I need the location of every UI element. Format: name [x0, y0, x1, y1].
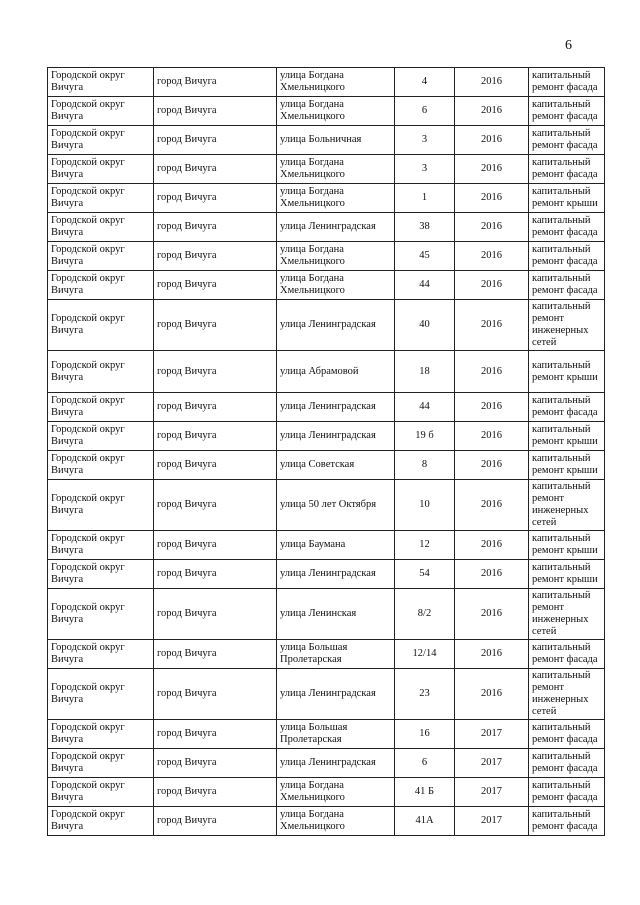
table-row: [48, 531, 605, 560]
city-cell: город Вичуга: [154, 271, 277, 300]
city-cell: город Вичуга: [154, 68, 277, 97]
year-cell: 2016: [455, 126, 529, 155]
street-cell: улица Ленинградская: [277, 213, 395, 242]
work-type-cell: капитальный ремонт фасада: [529, 68, 605, 97]
street-cell: улица Ленинградская: [277, 560, 395, 589]
street-cell: улица Богдана Хмельницкого: [277, 184, 395, 213]
street-cell: улица Советская: [277, 451, 395, 480]
work-type-cell: капитальный ремонт фасада: [529, 97, 605, 126]
house-number-cell: 19 б: [395, 422, 455, 451]
street-cell: улица Ленинградская: [277, 393, 395, 422]
house-number-cell: 6: [395, 749, 455, 778]
table-row: [48, 807, 605, 836]
table-row: [48, 155, 605, 184]
work-type-cell: капитальный ремонт фасада: [529, 155, 605, 184]
table-row: [48, 213, 605, 242]
table-row: [48, 126, 605, 155]
street-cell: улица 50 лет Октября: [277, 480, 395, 531]
year-cell: 2016: [455, 560, 529, 589]
street-cell: улица Богдана Хмельницкого: [277, 68, 395, 97]
year-cell: 2016: [455, 184, 529, 213]
house-number-cell: 3: [395, 155, 455, 184]
city-cell: город Вичуга: [154, 531, 277, 560]
table-row: [48, 749, 605, 778]
table-row: [48, 778, 605, 807]
district-cell: Городской округ Вичуга: [48, 778, 154, 807]
table-row: [48, 271, 605, 300]
house-number-cell: 40: [395, 300, 455, 351]
district-cell: Городской округ Вичуга: [48, 126, 154, 155]
district-cell: Городской округ Вичуга: [48, 807, 154, 836]
table-row: [48, 640, 605, 669]
city-cell: город Вичуга: [154, 640, 277, 669]
city-cell: город Вичуга: [154, 351, 277, 393]
work-type-cell: капитальный ремонт крыши: [529, 560, 605, 589]
year-cell: 2016: [455, 669, 529, 720]
city-cell: город Вичуга: [154, 184, 277, 213]
house-number-cell: 8: [395, 451, 455, 480]
district-cell: Городской округ Вичуга: [48, 640, 154, 669]
work-type-cell: капитальный ремонт фасада: [529, 640, 605, 669]
district-cell: Городской округ Вичуга: [48, 68, 154, 97]
street-cell: улица Ленинградская: [277, 300, 395, 351]
city-cell: город Вичуга: [154, 749, 277, 778]
district-cell: Городской округ Вичуга: [48, 213, 154, 242]
district-cell: Городской округ Вичуга: [48, 271, 154, 300]
house-number-cell: 41А: [395, 807, 455, 836]
year-cell: 2016: [455, 300, 529, 351]
table-row: [48, 184, 605, 213]
city-cell: город Вичуга: [154, 300, 277, 351]
year-cell: 2017: [455, 807, 529, 836]
work-type-cell: капитальный ремонт инженерных сетей: [529, 669, 605, 720]
city-cell: город Вичуга: [154, 155, 277, 184]
year-cell: 2016: [455, 97, 529, 126]
district-cell: Городской округ Вичуга: [48, 749, 154, 778]
table-row: [48, 589, 605, 640]
work-type-cell: капитальный ремонт крыши: [529, 351, 605, 393]
district-cell: Городской округ Вичуга: [48, 393, 154, 422]
work-type-cell: капитальный ремонт фасада: [529, 778, 605, 807]
table-row: [48, 68, 605, 97]
year-cell: 2016: [455, 480, 529, 531]
house-number-cell: 45: [395, 242, 455, 271]
work-type-cell: капитальный ремонт крыши: [529, 531, 605, 560]
city-cell: город Вичуга: [154, 669, 277, 720]
city-cell: город Вичуга: [154, 720, 277, 749]
district-cell: Городской округ Вичуга: [48, 720, 154, 749]
street-cell: улица Богдана Хмельницкого: [277, 778, 395, 807]
work-type-cell: капитальный ремонт крыши: [529, 422, 605, 451]
table-row: [48, 720, 605, 749]
district-cell: Городской округ Вичуга: [48, 155, 154, 184]
street-cell: улица Баумана: [277, 531, 395, 560]
district-cell: Городской округ Вичуга: [48, 669, 154, 720]
city-cell: город Вичуга: [154, 242, 277, 271]
table-row: [48, 451, 605, 480]
year-cell: 2016: [455, 155, 529, 184]
district-cell: Городской округ Вичуга: [48, 560, 154, 589]
district-cell: Городской округ Вичуга: [48, 451, 154, 480]
district-cell: Городской округ Вичуга: [48, 242, 154, 271]
house-number-cell: 16: [395, 720, 455, 749]
house-number-cell: 3: [395, 126, 455, 155]
house-number-cell: 44: [395, 271, 455, 300]
year-cell: 2016: [455, 213, 529, 242]
house-number-cell: 41 Б: [395, 778, 455, 807]
city-cell: город Вичуга: [154, 778, 277, 807]
district-cell: Городской округ Вичуга: [48, 480, 154, 531]
table-row: [48, 97, 605, 126]
city-cell: город Вичуга: [154, 807, 277, 836]
district-cell: Городской округ Вичуга: [48, 422, 154, 451]
street-cell: улица Больничная: [277, 126, 395, 155]
table-row: [48, 560, 605, 589]
district-cell: Городской округ Вичуга: [48, 351, 154, 393]
work-type-cell: капитальный ремонт фасада: [529, 242, 605, 271]
city-cell: город Вичуга: [154, 213, 277, 242]
district-cell: Городской округ Вичуга: [48, 531, 154, 560]
street-cell: улица Богдана Хмельницкого: [277, 271, 395, 300]
city-cell: город Вичуга: [154, 560, 277, 589]
house-number-cell: 6: [395, 97, 455, 126]
year-cell: 2017: [455, 749, 529, 778]
street-cell: улица Богдана Хмельницкого: [277, 97, 395, 126]
street-cell: улица Большая Пролетарская: [277, 720, 395, 749]
year-cell: 2017: [455, 778, 529, 807]
street-cell: улица Ленинградская: [277, 422, 395, 451]
work-type-cell: капитальный ремонт фасада: [529, 720, 605, 749]
table-row: [48, 480, 605, 531]
street-cell: улица Ленинская: [277, 589, 395, 640]
work-type-cell: капитальный ремонт инженерных сетей: [529, 589, 605, 640]
work-type-cell: капитальный ремонт крыши: [529, 451, 605, 480]
table-row: [48, 242, 605, 271]
street-cell: улица Богдана Хмельницкого: [277, 155, 395, 184]
district-cell: Городской округ Вичуга: [48, 97, 154, 126]
housing-repair-table: [47, 67, 605, 836]
work-type-cell: капитальный ремонт фасада: [529, 126, 605, 155]
house-number-cell: 10: [395, 480, 455, 531]
page-number: 6: [565, 38, 572, 53]
street-cell: улица Богдана Хмельницкого: [277, 807, 395, 836]
house-number-cell: 12: [395, 531, 455, 560]
work-type-cell: капитальный ремонт крыши: [529, 184, 605, 213]
city-cell: город Вичуга: [154, 589, 277, 640]
work-type-cell: капитальный ремонт фасада: [529, 807, 605, 836]
house-number-cell: 54: [395, 560, 455, 589]
street-cell: улица Абрамовой: [277, 351, 395, 393]
table-row: [48, 393, 605, 422]
year-cell: 2016: [455, 271, 529, 300]
district-cell: Городской округ Вичуга: [48, 184, 154, 213]
house-number-cell: 44: [395, 393, 455, 422]
city-cell: город Вичуга: [154, 393, 277, 422]
city-cell: город Вичуга: [154, 97, 277, 126]
city-cell: город Вичуга: [154, 422, 277, 451]
house-number-cell: 4: [395, 68, 455, 97]
work-type-cell: капитальный ремонт инженерных сетей: [529, 300, 605, 351]
year-cell: 2016: [455, 393, 529, 422]
work-type-cell: капитальный ремонт фасада: [529, 213, 605, 242]
district-cell: Городской округ Вичуга: [48, 589, 154, 640]
city-cell: город Вичуга: [154, 480, 277, 531]
table-row: [48, 300, 605, 351]
year-cell: 2016: [455, 451, 529, 480]
house-number-cell: 18: [395, 351, 455, 393]
house-number-cell: 8/2: [395, 589, 455, 640]
table-row: [48, 669, 605, 720]
house-number-cell: 23: [395, 669, 455, 720]
year-cell: 2017: [455, 720, 529, 749]
year-cell: 2016: [455, 422, 529, 451]
city-cell: город Вичуга: [154, 451, 277, 480]
year-cell: 2016: [455, 351, 529, 393]
house-number-cell: 1: [395, 184, 455, 213]
year-cell: 2016: [455, 242, 529, 271]
work-type-cell: капитальный ремонт фасада: [529, 393, 605, 422]
year-cell: 2016: [455, 640, 529, 669]
district-cell: Городской округ Вичуга: [48, 300, 154, 351]
city-cell: город Вичуга: [154, 126, 277, 155]
table-row: [48, 351, 605, 393]
street-cell: улица Ленинградская: [277, 749, 395, 778]
work-type-cell: капитальный ремонт инженерных сетей: [529, 480, 605, 531]
street-cell: улица Богдана Хмельницкого: [277, 242, 395, 271]
work-type-cell: капитальный ремонт фасада: [529, 749, 605, 778]
house-number-cell: 38: [395, 213, 455, 242]
table-body: [48, 68, 605, 836]
house-number-cell: 12/14: [395, 640, 455, 669]
work-type-cell: капитальный ремонт фасада: [529, 271, 605, 300]
year-cell: 2016: [455, 68, 529, 97]
street-cell: улица Большая Пролетарская: [277, 640, 395, 669]
street-cell: улица Ленинградская: [277, 669, 395, 720]
year-cell: 2016: [455, 589, 529, 640]
year-cell: 2016: [455, 531, 529, 560]
table-row: [48, 422, 605, 451]
